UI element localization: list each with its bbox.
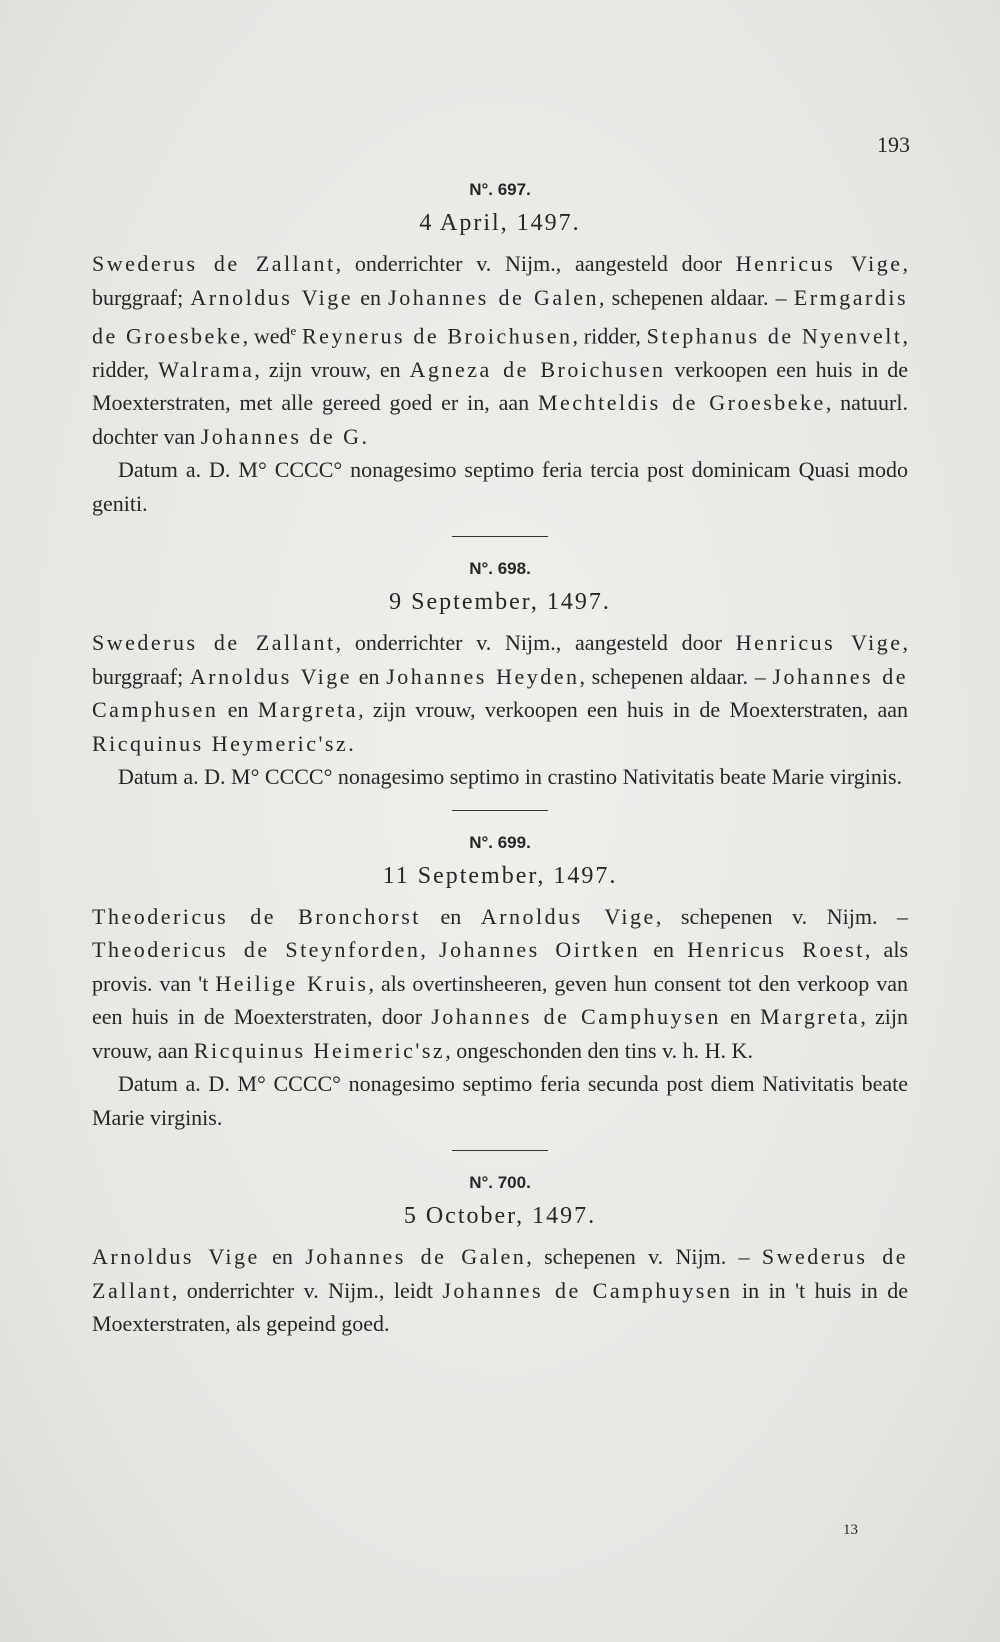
charter-entry [92,559,908,811]
person-name: Theodericus de Steynforden [92,937,421,963]
summary-text: en [353,284,389,310]
entry-number: N°. 699. [469,832,531,852]
summary-text: , ridder, [92,323,908,382]
entry-summary [92,247,908,453]
person-name: Margreta [257,697,359,723]
person-name: Arnoldus Vige [92,1244,260,1270]
entry-summary [92,626,908,760]
person-name: Arnoldus Vige [190,284,354,310]
summary-text: en [720,1004,761,1030]
datum-line: Datum a. D. M° CCCC° nonagesimo septimo feria tercia post dominicam Quasi modo geniti. [92,457,908,516]
summary-text: in in 't huis in de Moexterstraten, als gepeind goed. [92,1277,908,1337]
summary-text: , ongeschonden den tins v. h. H. K. [445,1037,753,1063]
entry-number: N°. 698. [469,559,531,579]
summary-text: en [352,663,387,689]
person-name: Ricquinus Heymeric'sz [92,730,349,756]
summary-text: , onderrichter v. Nijm., aangesteld door [335,630,736,656]
entry-number: N°. 700. [469,1173,531,1193]
summary-text: en [420,903,481,929]
person-name: Agneza de Broichusen [409,356,666,382]
summary-text: , schepenen aldaar. – [598,284,794,310]
person-name: Stephanus de Nyenvelt [646,323,903,349]
entry-summary [92,1240,908,1341]
section-divider [452,536,548,537]
person-name: Johannes de G [200,423,362,449]
person-name: Johannes de Galen [388,284,599,310]
summary-text: , wed [242,323,291,349]
charter-entry [92,833,908,1152]
datum-line: Datum a. D. M° CCCC° nonagesimo septimo in crastino Nativitatis beate Marie virginis. [118,764,903,790]
person-name: Heilige Kruis [215,970,369,996]
entry-number: N°. 697. [469,180,531,199]
person-name: Ricquinus Heimeric'sz [193,1037,446,1063]
summary-text: , ridder, [572,323,647,349]
summary-text: e [290,323,297,338]
person-name: Mechteldis de Groesbeke [537,390,826,416]
text-column [92,180,908,1341]
person-name: Arnoldus Vige [189,663,353,689]
summary-text: , onderrichter v. Nijm., aangesteld door [335,251,736,276]
summary-text: , onderrichter v. Nijm., leidt [171,1277,443,1303]
person-name: Johannes de Camphusen [92,663,909,723]
summary-text: . [361,423,368,449]
person-name: Reynerus de Broichusen [302,323,573,349]
person-name: Johannes Oirtken [439,937,641,963]
summary-text: , schepenen v. Nijm. – [655,903,909,929]
person-name: Arnoldus Vige [480,903,656,929]
person-name: Johannes de Camphuysen [431,1004,721,1030]
page-number: 193 [877,132,910,157]
entry-date: 11 September, 1497. [382,862,618,889]
datum-line: Datum a. D. M° CCCC° nonagesimo septimo feria secunda post diem Nativitatis beate Marie virginis. [92,1071,908,1130]
person-name: Henricus Vige [735,251,903,276]
summary-text: , burggraaf; [92,630,909,689]
summary-text: , als provis. van 't [92,937,908,996]
summary-text: , burggraaf; [92,251,909,310]
section-divider [452,1150,548,1151]
entry-summary [92,900,908,1068]
person-name: Theodericus de Bronchorst [92,903,421,929]
summary-text: en [640,937,688,963]
entry-date: 9 September, 1497. [389,589,611,616]
summary-text: , schepenen aldaar. – [579,663,773,689]
signature-mark: 13 [843,1522,858,1538]
person-name: Johannes de Galen [305,1244,527,1270]
summary-text: , natuurl. dochter van [92,390,908,449]
person-name: Johannes Heyden [386,663,580,689]
summary-text: . [348,730,354,756]
person-name: Margreta [760,1004,861,1030]
summary-text: verkoopen een huis in de Moexterstraten, met alle gereed goed er in, aan [92,356,909,416]
person-name: Swederus de Zallant [92,1244,908,1303]
summary-text: , zijn vrouw, en [254,356,410,382]
person-name: Henricus Vige [735,630,903,656]
summary-text: , zijn vrouw, verkoopen een huis in de Moexterstraten, aan [358,697,908,723]
summary-text: en [218,697,258,723]
person-name: Walrama [158,356,255,382]
charter-entry [92,1173,908,1341]
section-divider [452,810,548,811]
summary-text: , als overtinsheeren, geven hun consent tot den verkoop van een huis in de Moexterstraten, door [92,970,908,1030]
entry-date: 5 October, 1497. [403,1203,597,1230]
person-name: Swederus de Zallant [92,630,336,656]
summary-text: , zijn vrouw, aan [92,1004,909,1063]
entry-date: 4 April, 1497. [419,210,581,236]
person-name: Johannes de Camphuysen [442,1277,733,1303]
charter-entry [92,180,908,537]
summary-text: , [420,937,440,963]
person-name: Ermgardis de Groesbeke [92,284,909,349]
person-name: Henricus Roest [687,937,865,963]
summary-text: , schepenen v. Nijm. – [526,1244,762,1270]
summary-text: en [259,1244,306,1270]
person-name: Swederus de Zallant [92,251,336,276]
